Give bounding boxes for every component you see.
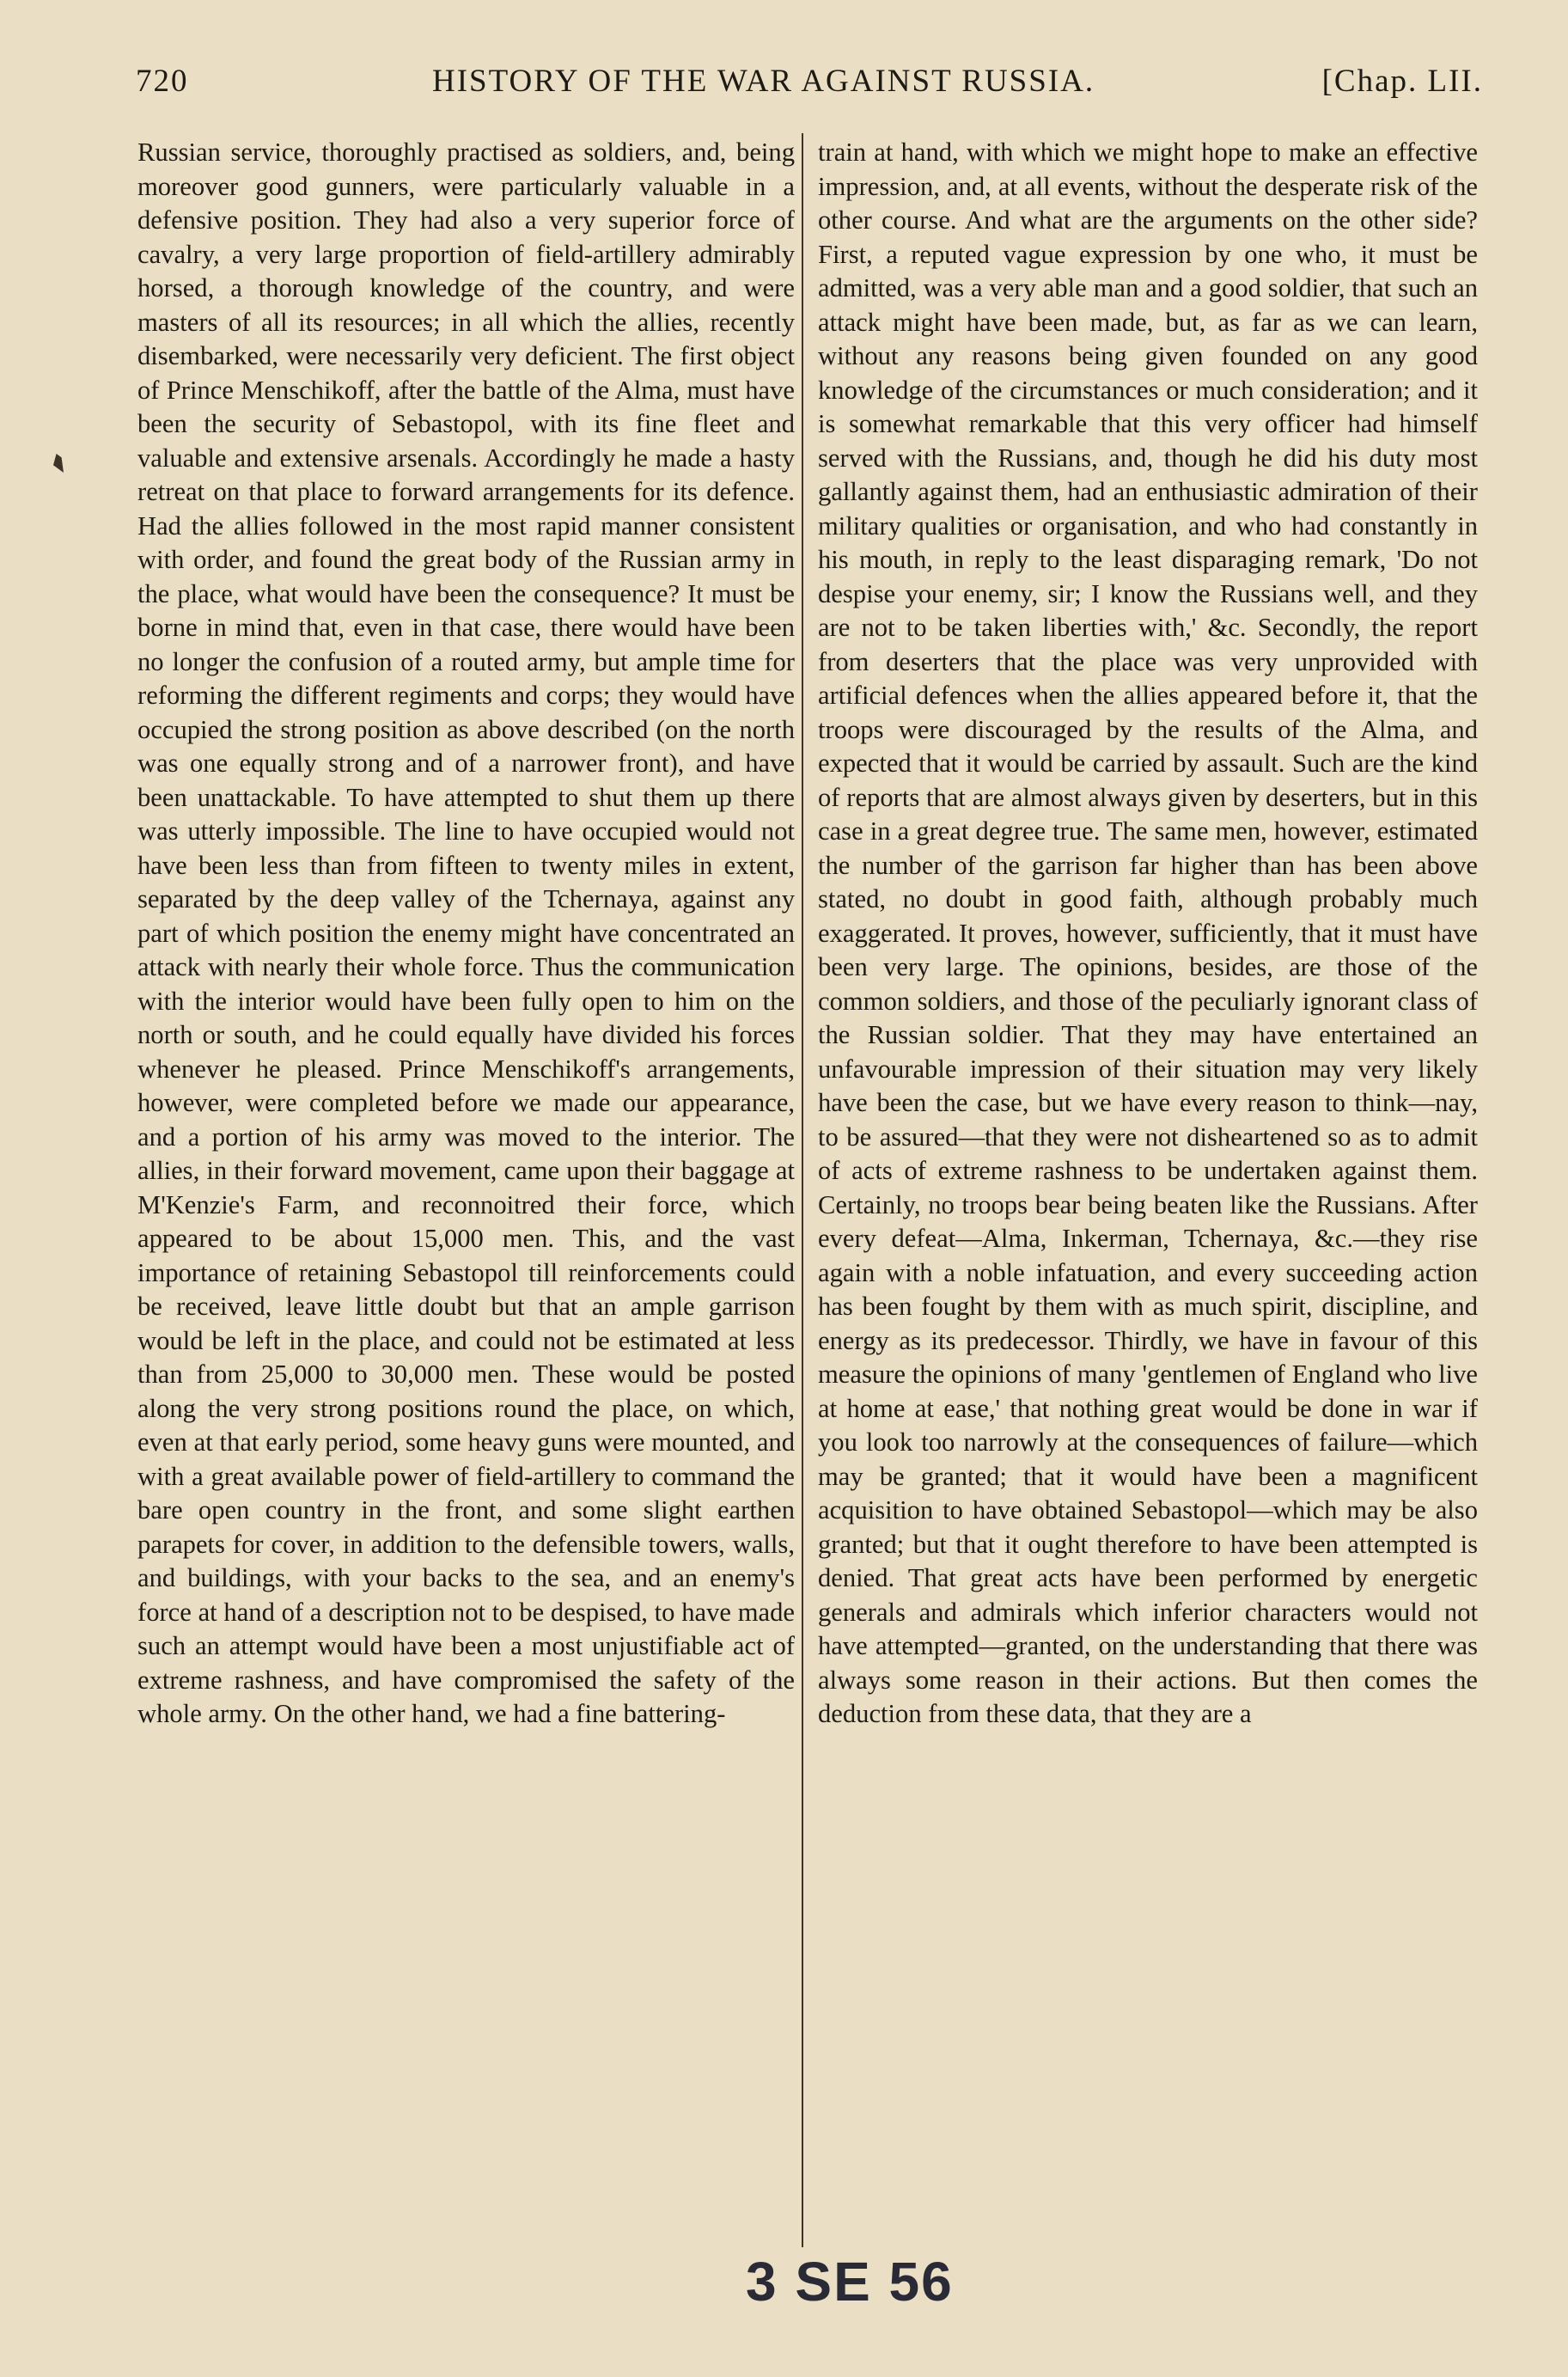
- text-column-right: [818, 136, 1478, 1732]
- margin-ink-mark: [53, 454, 64, 473]
- page-header: [136, 60, 1483, 103]
- page-number: 720: [136, 64, 189, 99]
- chapter-label: [Chap. LII.: [1321, 64, 1483, 99]
- running-title: HISTORY OF THE WAR AGAINST RUSSIA.: [432, 64, 1095, 99]
- printer-signature-mark: 3 SE 56: [746, 2251, 954, 2313]
- right-column-text: train at hand, with which we might hope to make an effective impression, and, at all events, without the desperate risk of the other course. And what are the arguments on the other side? First, a reputed vague expression by one who, it must be admitted, was a very able man and a good soldier, that such an attack might have been made, but, as far as we can learn, without any reasons being given founded on any good knowledge of the circumstances or much consideration; and it is somewhat remarkable that this very officer had himself served with the Russians, and, though he did his duty most gallantly against them, had an enthusiastic admiration of their military qualities or organisation, and who had constantly in his mouth, in reply to the least disparaging remark, 'Do not despise your enemy, sir; I know the Russians well, and they are not to be taken liberties with,' &c. Secondly, the report from deserters that the place was very unprovided with artificial defences when the allies appeared before it, that the troops were discouraged by the results of the Alma, and expected that it would be carried by assault. Such are the kind of reports that are almost always given by deserters, but in this case in a great degree true. The same men, however, estimated the number of the garrison far higher than has been above stated, no doubt in good faith, although probably much exaggerated. It proves, however, sufficiently, that it must have been very large. The opinions, besides, are those of the common soldiers, and those of the peculiarly ignorant class of the Russian soldier. That they may have entertained an unfavourable impression of their situation may very likely have been the case, but we have every reason to think—nay, to be assured—that they were not disheartened so as to admit of acts of extreme rashness to be undertaken against them. Certainly, no troops bear being beaten like the Russians. After every defeat—Alma, Inkerman, Tchernaya, &c.—they rise again with a noble infatuation, and every succeeding action has been fought by them with as much spirit, discipline, and energy as its predecessor. Thirdly, we have in favour of this measure the opinions of many 'gentlemen of England who live at home at ease,' that nothing great would be done in war if you look too narrowly at the consequences of failure—which may be granted; that it would have been a magnificent acquisition to have obtained Sebastopol—which may be also granted; but that it ought therefore to have been attempted is denied. That great acts have been performed by energetic generals and admirals which inferior characters would not have attempted—granted, on the understanding that there was always some reason in their actions. But then comes the deduction from these data, that they are a: [818, 137, 1478, 1728]
- column-divider: [802, 133, 803, 2247]
- text-column-left: [137, 136, 795, 1732]
- left-column-text: Russian service, thoroughly practised as soldiers, and, being moreover good gunners, were particularly valuable in a defensive position. They had also a very superior force of cavalry, a very large proportion of field-artillery admirably horsed, a thorough knowledge of the country, and were masters of all its resources; in all which the allies, recently disembarked, were necessarily very deficient. The first object of Prince Menschikoff, after the battle of the Alma, must have been the security of Sebastopol, with its fine fleet and valuable and extensive arsenals. Accordingly he made a hasty retreat on that place to forward arrangements for its defence. Had the allies followed in the most rapid manner consistent with order, and found the great body of the Russian army in the place, what would have been the consequence? It must be borne in mind that, even in that case, there would have been no longer the confusion of a routed army, but ample time for reforming the different regiments and corps; they would have occupied the strong position as above described (on the north was one equally strong and of a narrower front), and have been unattackable. To have attempted to shut them up there was utterly impossible. The line to have occupied would not have been less than from fifteen to twenty miles in extent, separated by the deep valley of the Tchernaya, against any part of which position the enemy might have concentrated an attack with nearly their whole force. Thus the communication with the interior would have been fully open to him on the north or south, and he could equally have divided his forces whenever he pleased. Prince Menschikoff's arrangements, however, were completed before we made our appearance, and a portion of his army was moved to the interior. The allies, in their forward movement, came upon their baggage at M'Kenzie's Farm, and reconnoitred their force, which appeared to be about 15,000 men. This, and the vast importance of retaining Sebastopol till reinforcements could be received, leave little doubt but that an ample garrison would be left in the place, and could not be estimated at less than from 25,000 to 30,000 men. These would be posted along the very strong positions round the place, on which, even at that early period, some heavy guns were mounted, and with a great available power of field-artillery to command the bare open country in the front, and some slight earthen parapets for cover, in addition to the defensible towers, walls, and buildings, with your backs to the sea, and an enemy's force at hand of a description not to be despised, to have made such an attempt would have been a most unjustifiable act of extreme rashness, and have compromised the safety of the whole army. On the other hand, we had a fine battering-: [137, 137, 795, 1728]
